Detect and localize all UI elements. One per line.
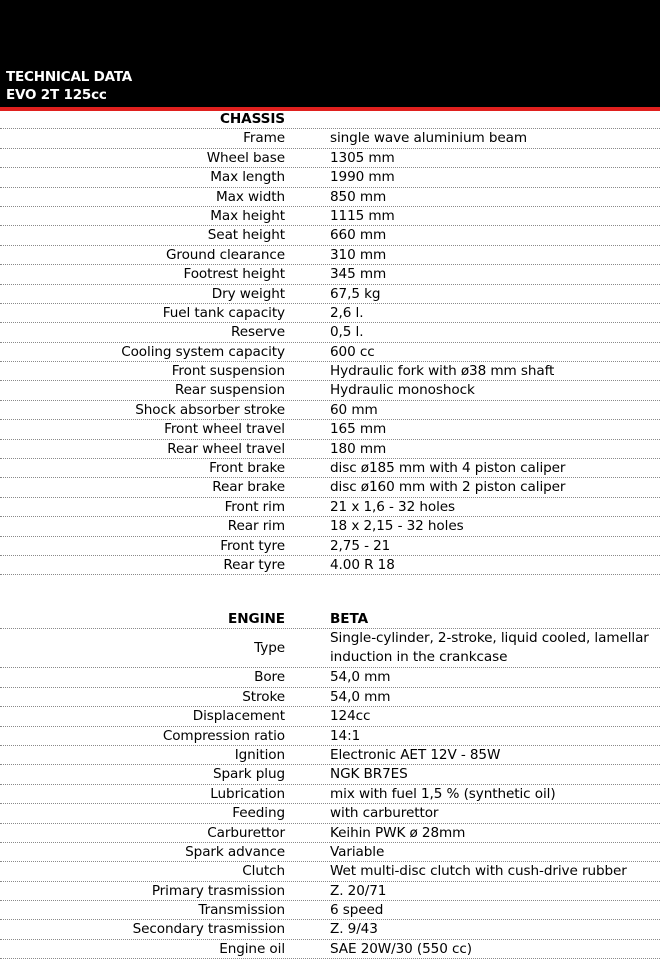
spec-label: Seat height bbox=[207, 227, 285, 244]
table-row bbox=[0, 168, 660, 187]
spec-label: Front wheel travel bbox=[164, 421, 285, 438]
spec-label: Front brake bbox=[209, 460, 285, 477]
table-row bbox=[0, 265, 660, 284]
document-title: TECHNICAL DATA bbox=[6, 69, 133, 85]
engine-heading-row bbox=[0, 610, 660, 629]
spec-label: Max width bbox=[216, 188, 285, 205]
spec-label: Spark advance bbox=[185, 843, 285, 860]
chassis-section bbox=[0, 110, 660, 575]
spec-value: Wet multi-disc clutch with cush-drive rubber bbox=[330, 863, 627, 880]
table-row bbox=[0, 246, 660, 265]
table-row bbox=[0, 668, 660, 687]
spec-value: 18 x 2,15 - 32 holes bbox=[330, 518, 464, 535]
spec-value: SAE 20W/30 (550 cc) bbox=[330, 940, 472, 957]
table-row bbox=[0, 381, 660, 400]
spec-value: 124cc bbox=[330, 708, 371, 725]
table-row bbox=[0, 129, 660, 148]
table-row bbox=[0, 343, 660, 362]
spec-label: Wheel base bbox=[206, 149, 285, 166]
spec-value: disc ø185 mm with 4 piston caliper bbox=[330, 460, 566, 477]
table-row bbox=[0, 862, 660, 881]
spec-value: Z. 20/71 bbox=[330, 882, 387, 899]
table-row bbox=[0, 440, 660, 459]
spec-label: Displacement bbox=[192, 708, 285, 725]
spec-label: Front suspension bbox=[171, 363, 285, 380]
spec-value: 2,6 l. bbox=[330, 304, 364, 321]
spec-value: Z. 9/43 bbox=[330, 921, 378, 938]
table-row bbox=[0, 688, 660, 707]
spec-value: NGK BR7ES bbox=[330, 766, 408, 783]
table-row bbox=[0, 882, 660, 901]
spec-label: Transmission bbox=[198, 902, 285, 919]
table-row bbox=[0, 498, 660, 517]
table-row bbox=[0, 556, 660, 575]
spec-label: Carburettor bbox=[207, 824, 285, 841]
spec-label: Shock absorber stroke bbox=[135, 401, 285, 418]
spec-value: 21 x 1,6 - 32 holes bbox=[330, 498, 456, 515]
spec-value: Electronic AET 12V - 85W bbox=[330, 746, 501, 763]
table-row bbox=[0, 843, 660, 862]
spec-label: Lubrication bbox=[210, 785, 285, 802]
spec-label: Primary trasmission bbox=[151, 882, 285, 899]
table-row bbox=[0, 746, 660, 765]
spec-label: Spark plug bbox=[212, 766, 285, 783]
spec-value: 165 mm bbox=[330, 421, 387, 438]
table-row bbox=[0, 804, 660, 823]
spec-label: Rear suspension bbox=[174, 382, 285, 399]
spec-value: 54,0 mm bbox=[330, 688, 391, 705]
spec-label: Engine oil bbox=[219, 940, 285, 957]
spec-value: mix with fuel 1,5 % (synthetic oil) bbox=[330, 785, 556, 802]
table-row bbox=[0, 824, 660, 843]
spec-label: Ignition bbox=[234, 746, 285, 763]
chassis-table bbox=[0, 129, 660, 575]
spec-value: 660 mm bbox=[330, 227, 387, 244]
spec-value: Single-cylinder, 2-stroke, liquid cooled, lamellar induction in the crankcase bbox=[330, 630, 649, 666]
spec-value: single wave aluminium beam bbox=[330, 130, 528, 147]
spec-value: with carburettor bbox=[330, 805, 439, 822]
spec-value: 850 mm bbox=[330, 188, 387, 205]
spec-value: 14:1 bbox=[330, 727, 361, 744]
model-name: EVO 2T 125cc bbox=[6, 87, 107, 103]
spec-value: Hydraulic monoshock bbox=[330, 382, 475, 399]
spec-value: 67,5 kg bbox=[330, 285, 381, 302]
table-row bbox=[0, 323, 660, 342]
spec-value: 54,0 mm bbox=[330, 669, 391, 686]
spec-label: Front tyre bbox=[220, 537, 285, 554]
spec-label: Max height bbox=[210, 207, 285, 224]
spec-label: Reserve bbox=[231, 324, 285, 341]
spec-value: 1115 mm bbox=[330, 207, 395, 224]
document-header bbox=[0, 0, 660, 110]
spec-value: 6 speed bbox=[330, 902, 384, 919]
chassis-heading: CHASSIS bbox=[220, 111, 285, 127]
spec-value: 2,75 - 21 bbox=[330, 537, 391, 554]
spec-value: disc ø160 mm with 2 piston caliper bbox=[330, 479, 566, 496]
spec-label: Dry weight bbox=[211, 285, 285, 302]
spec-value: Keihin PWK ø 28mm bbox=[330, 824, 466, 841]
table-row bbox=[0, 188, 660, 207]
table-row bbox=[0, 226, 660, 245]
spec-label: Rear rim bbox=[227, 518, 285, 535]
spec-label: Front rim bbox=[224, 498, 285, 515]
table-row bbox=[0, 940, 660, 959]
table-row bbox=[0, 285, 660, 304]
table-row bbox=[0, 517, 660, 536]
table-row bbox=[0, 707, 660, 726]
spec-label: Type bbox=[254, 639, 285, 656]
table-row bbox=[0, 537, 660, 556]
engine-table bbox=[0, 629, 660, 959]
table-row bbox=[0, 401, 660, 420]
spec-value: Hydraulic fork with ø38 mm shaft bbox=[330, 363, 555, 380]
spec-value: 600 cc bbox=[330, 343, 375, 360]
table-row bbox=[0, 785, 660, 804]
spec-label: Feeding bbox=[232, 805, 285, 822]
table-row bbox=[0, 149, 660, 168]
spec-label: Frame bbox=[243, 130, 285, 147]
spec-value: 1990 mm bbox=[330, 169, 395, 186]
spec-label: Bore bbox=[254, 669, 285, 686]
spec-label: Stroke bbox=[242, 688, 285, 705]
spec-value: 310 mm bbox=[330, 246, 387, 263]
spec-label: Ground clearance bbox=[165, 246, 285, 263]
spec-label: Cooling system capacity bbox=[121, 343, 285, 360]
spec-label: Rear wheel travel bbox=[167, 440, 285, 457]
spec-label: Rear tyre bbox=[223, 556, 285, 573]
spec-label: Secondary trasmission bbox=[132, 921, 285, 938]
table-row bbox=[0, 629, 660, 668]
table-row bbox=[0, 920, 660, 939]
table-row bbox=[0, 727, 660, 746]
spec-value: 60 mm bbox=[330, 401, 378, 418]
spec-label: Clutch bbox=[242, 863, 285, 880]
engine-brand: BETA bbox=[330, 611, 368, 627]
table-row bbox=[0, 478, 660, 497]
spec-value: 4.00 R 18 bbox=[330, 556, 395, 573]
spec-value: 180 mm bbox=[330, 440, 387, 457]
table-row bbox=[0, 207, 660, 226]
table-row bbox=[0, 420, 660, 439]
table-row bbox=[0, 459, 660, 478]
spec-value: 0,5 l. bbox=[330, 324, 364, 341]
table-row bbox=[0, 304, 660, 323]
engine-section bbox=[0, 610, 660, 959]
spec-label: Compression ratio bbox=[162, 727, 285, 744]
spec-label: Fuel tank capacity bbox=[162, 304, 285, 321]
table-row bbox=[0, 362, 660, 381]
engine-heading: ENGINE bbox=[228, 611, 285, 627]
spec-label: Footrest height bbox=[183, 266, 285, 283]
chassis-heading-row bbox=[0, 110, 660, 129]
spec-label: Rear brake bbox=[212, 479, 285, 496]
table-row bbox=[0, 901, 660, 920]
spec-label: Max length bbox=[210, 169, 285, 186]
spec-value: 345 mm bbox=[330, 266, 387, 283]
table-row bbox=[0, 765, 660, 784]
spec-value: Variable bbox=[330, 843, 385, 860]
spec-value: 1305 mm bbox=[330, 149, 395, 166]
